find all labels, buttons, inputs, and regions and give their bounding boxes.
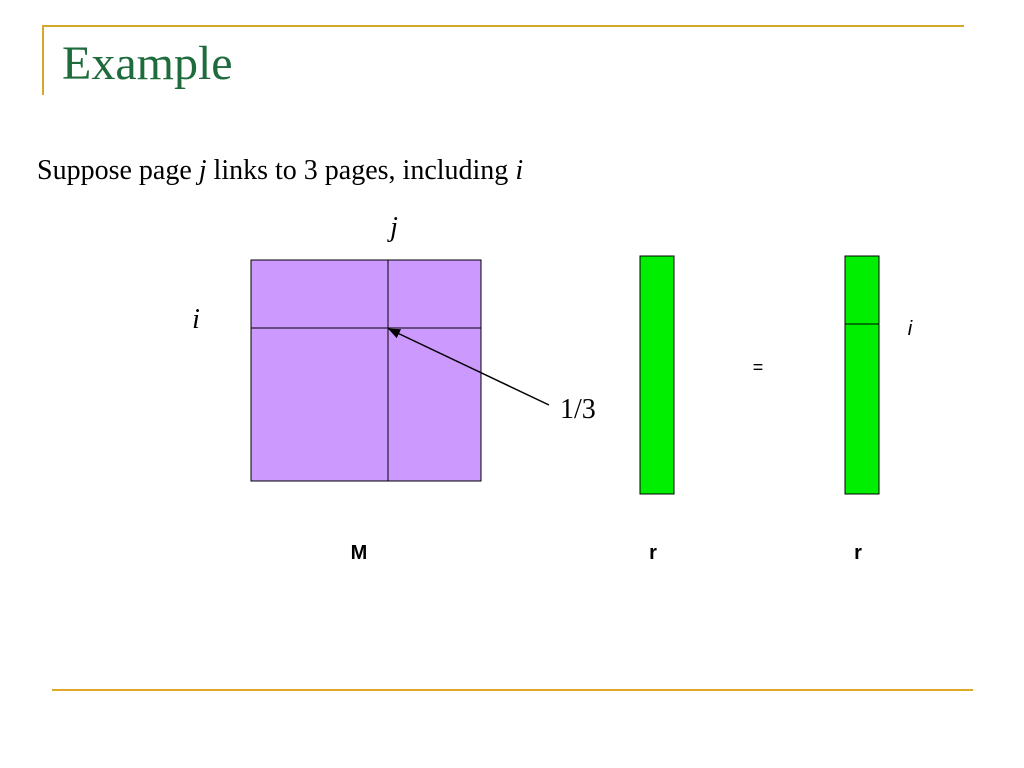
- matrix-m-block: [251, 260, 481, 481]
- subtitle-var-i: i: [515, 155, 524, 186]
- slide-title: Example: [62, 37, 233, 90]
- matrix-entry-value: 1/3: [560, 394, 596, 425]
- vector-r-right-block: [845, 256, 879, 494]
- vector-r-left-block: [640, 256, 674, 494]
- subtitle-text-2: links to 3 pages, including: [206, 155, 516, 186]
- vector-r-right-row-label-i: i: [907, 318, 913, 340]
- vector-r-right-name: r: [854, 542, 862, 564]
- matrix-column-label-j: j: [390, 212, 398, 243]
- matrix-name-m: M: [350, 542, 368, 564]
- vector-r-left-name: r: [649, 542, 657, 564]
- matrix-row-label-i: i: [192, 304, 200, 335]
- equals-sign: =: [752, 357, 764, 377]
- subtitle-var-j: j: [198, 155, 207, 186]
- subtitle-text-1: Suppose page: [37, 155, 199, 186]
